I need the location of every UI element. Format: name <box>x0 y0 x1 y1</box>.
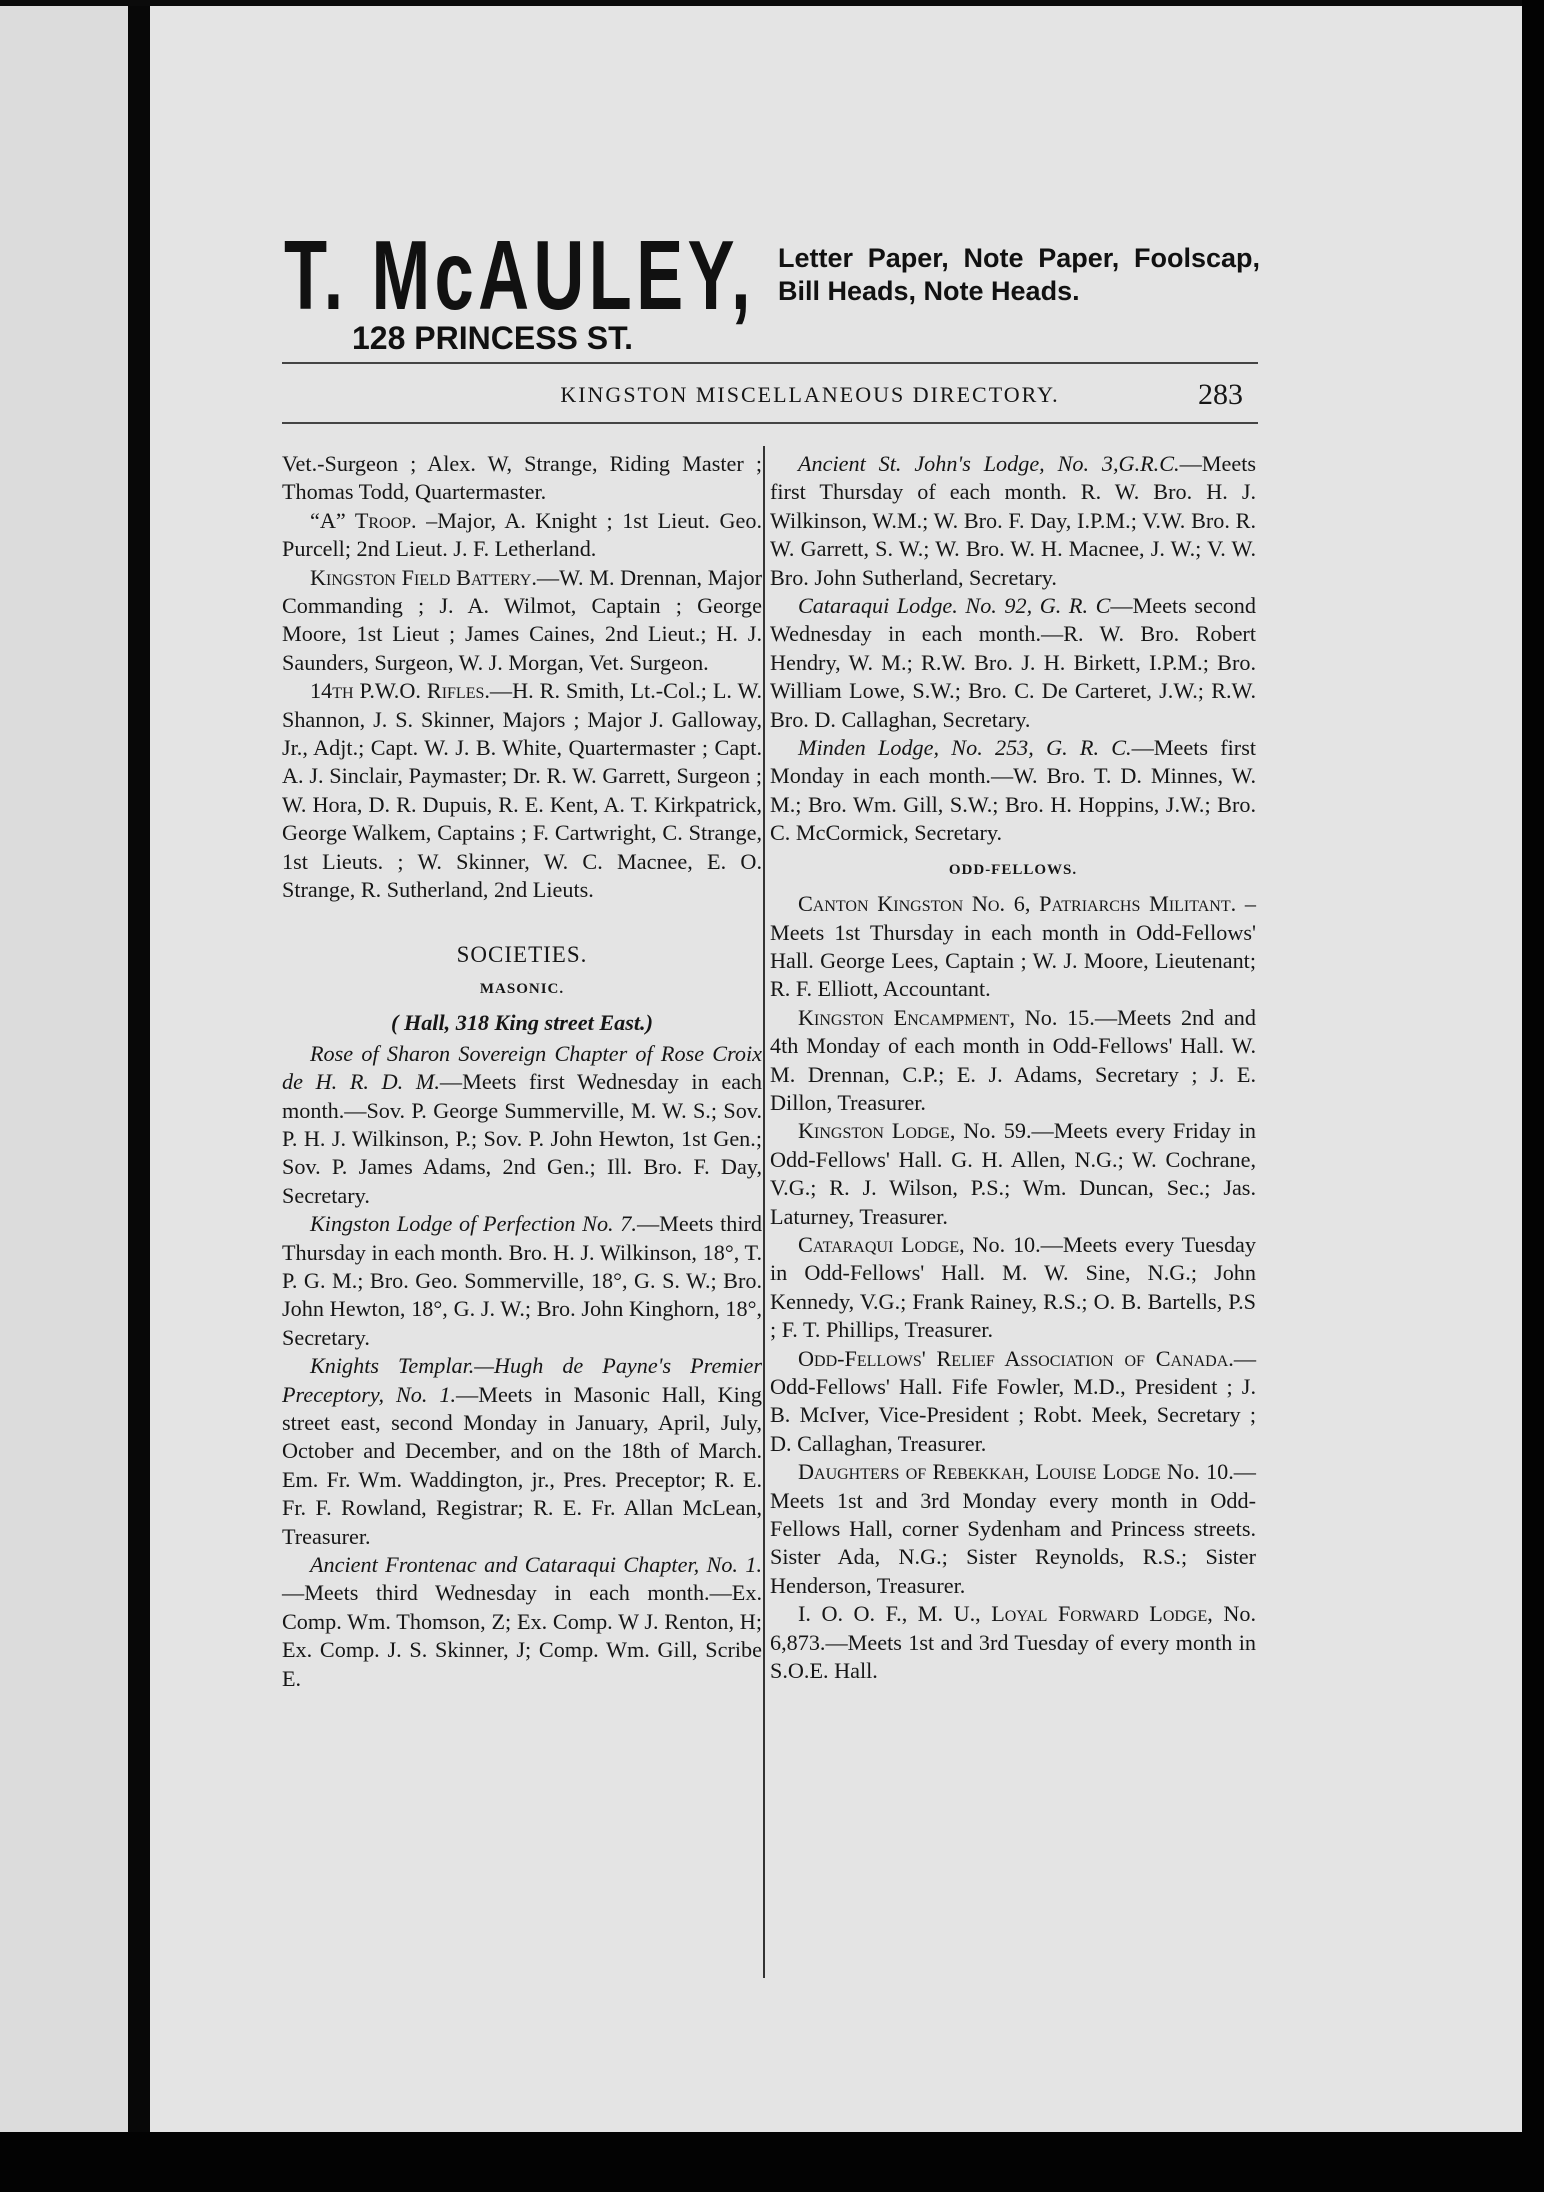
running-head: KINGSTON MISCELLANEOUS DIRECTORY. <box>560 382 1060 407</box>
page-number: 283 <box>1198 378 1243 411</box>
entry-kingston-lodge: Kingston Lodge, No. 59.—Meets every Friday in Odd-Fellows' Hall. G. H. Allen, N.G.; W. Cochrane, V.G.; R. J. Wilson, P.S.; Wm. Duncan, Sec.; Jas. Laturney, Treasurer. <box>770 1118 1256 1229</box>
entry-loyal-forward-lodge: I. O. O. F., M. U., Loyal Forward Lodge, No. 6,873.—Meets 1st and 3rd Tuesday of every month in S.O.E. Hall. <box>770 1601 1256 1684</box>
masonic-hall-address: ( Hall, 318 King street East.) <box>391 1010 653 1036</box>
entry-field-battery: Kingston Field Battery.—W. M. Drennan, Major Commanding ; J. A. Wilmot, Captain ; George Moore, 1st Lieut ; James Caines, 2nd Lieut.; H. J. Saunders, Surgeon, W. J. Morgan, Vet. Surgeon. <box>282 564 763 675</box>
left-column <box>282 450 762 1693</box>
entry-a-troop: “A” Troop. –Major, A. Knight ; 1st Lieut. Geo. Purcell; 2nd Lieut. J. F. Letherland. <box>282 507 762 562</box>
entry-daughters-of-rebekkah: Daughters of Rebekkah, Louise Lodge No. 10.—Meets 1st and 3rd Monday every month in Odd-Fellows Hall, corner Sydenham and Princess streets. Sister Ada, N.G.; Sister Reynolds, R.S.; Sister Henderson, Treasurer. <box>770 1459 1256 1598</box>
entry-cataraqui-lodge-10: Cataraqui Lodge, No. 10.—Meets every Tuesday in Odd-Fellows' Hall. M. W. Sine, N.G.; John Kennedy, V.G.; Frank Rainey, R.S.; O. B. Bartells, P.S ; F. T. Phillips, Treasurer. <box>770 1231 1256 1343</box>
advertisement <box>270 220 1270 368</box>
masonic-heading: MASONIC. <box>479 980 565 997</box>
right-column <box>770 450 1256 1685</box>
entry-cataraqui-lodge-92: Cataraqui Lodge. No. 92, G. R. C—Meets second Wednesday in each month.—R. W. Bro. Robert Hendry, W. M.; R.W. Bro. J. H. Birkett, I.P.M.; Bro. William Lowe, S.W.; Bro. C. De Carteret, J.W.; R.W. Bro. D. Callaghan, Secretary. <box>770 593 1256 732</box>
advertiser-address: 128 PRINCESS ST. <box>352 320 633 356</box>
entry-vet-surgeon: Vet.-Surgeon ; Alex. W, Strange, Riding Master ; Thomas Todd, Quartermaster. <box>282 451 762 505</box>
entry-canton-kingston: Canton Kingston No. 6, Patriarchs Militant. –Meets 1st Thursday in each month in Odd-Fellows' Hall. George Lees, Captain ; W. J. Moore, Lieutenant; R. F. Elliott, Accountant. <box>770 891 1257 1002</box>
entry-st-johns-lodge: Ancient St. John's Lodge, No. 3,G.R.C.—Meets first Thursday of each month. R. W. Bro. H. J. Wilkinson, W.M.; W. Bro. F. Day, I.P.M.; V.W. Bro. R. W. Garrett, S. W.; W. Bro. W. H. Macnee, J. W.; V. W. Bro. John Sutherland, Secretary. <box>770 451 1256 590</box>
advertiser-name: T. McAULEY, <box>284 220 755 330</box>
entry-rifles: 14th P.W.O. Rifles.—H. R. Smith, Lt.-Col.; L. W. Shannon, J. S. Skinner, Majors ; Major J. Galloway, Jr., Adjt.; Capt. W. J. B. White, Quartermaster ; Capt. A. J. Sinclair, Paymaster; Dr. R. W. Garrett, Surgeon ; W. Hora, D. R. Dupuis, R. E. Kent, A. T. Kirkpatrick, George Walkem, Captains ; F. Cartwright, C. Strange, 1st Lieuts. ; W. Skinner, W. C. Macnee, E. O. Strange, R. Sutherland, 2nd Lieuts. <box>282 678 762 903</box>
societies-heading: SOCIETIES. <box>456 941 588 967</box>
entry-minden-lodge: Minden Lodge, No. 253, G. R. C.—Meets first Monday in each month.—W. Bro. T. D. Minnes, W. M.; Bro. Wm. Gill, S.W.; Bro. H. Hoppins, J.W.; Bro. C. McCormick, Secretary. <box>770 735 1256 846</box>
entry-knights-templar: Knights Templar.—Hugh de Payne's Premier Preceptory, No. 1.—Meets in Masonic Hall, King street east, second Monday in January, April, July, October and December, and on the 18th of March. Em. Fr. Wm. Waddington, jr., Pres. Preceptor; R. E. Fr. F. Rowland, Registrar; R. E. Fr. Allan McLean, Treasurer. <box>282 1353 762 1549</box>
scan-top-border <box>0 0 1544 6</box>
oddfellows-heading: ODD-FELLOWS. <box>948 861 1078 878</box>
scan-bottom-border <box>0 2132 1544 2192</box>
facing-page-edge <box>0 0 128 2192</box>
entry-kingston-encampment: Kingston Encampment, No. 15.—Meets 2nd and 4th Monday of each month in Odd-Fellows' Hall. W. M. Drennan, C.P.; E. J. Adams, Secretary ; J. E. Dillon, Treasurer. <box>770 1004 1256 1115</box>
column-rule <box>763 446 765 1978</box>
header-rule <box>282 422 1258 424</box>
scan-right-border <box>1522 0 1544 2192</box>
top-rule <box>282 362 1258 364</box>
entry-rose-of-sharon: Rose of Sharon Sovereign Chapter of Rose Croix de H. R. D. M.—Meets first Wednesday in each month.—Sov. P. George Summerville, M. W. S.; Sov. P. H. J. Wilkinson, P.; Sov. P. John Hewton, 1st Gen.; Sov. P. James Adams, 2nd Gen.; Ill. Bro. F. Day, Secretary. <box>282 1040 762 1208</box>
entry-frontenac-chapter: Ancient Frontenac and Cataraqui Chapter, No. 1.—Meets third Wednesday in each month.—Ex. Comp. Wm. Thomson, Z; Ex. Comp. W J. Renton, H; Ex. Comp. J. S. Skinner, J; Comp. Wm. Gill, Scribe E. <box>282 1552 762 1691</box>
advertised-wares: Letter Paper, Note Paper, Foolscap, Bill Heads, Note Heads. <box>778 243 1260 306</box>
binding-shadow <box>128 0 150 2192</box>
entry-lodge-of-perfection: Kingston Lodge of Perfection No. 7.—Meets third Thursday in each month. Bro. H. J. Wilkinson, 18°, T. P. G. M.; Bro. Geo. Sommerville, 18°, G. S. W.; Bro. John Hewton, 18°, G. J. W.; Bro. John Kinghorn, 18°, Secretary. <box>282 1211 762 1350</box>
entry-relief-association: Odd-Fellows' Relief Association of Canada.—Odd-Fellows' Hall. Fife Fowler, M.D., President ; J. B. McIver, Vice-President ; Robt. Meek, Secretary ; D. Callaghan, Treasurer. <box>770 1345 1256 1456</box>
